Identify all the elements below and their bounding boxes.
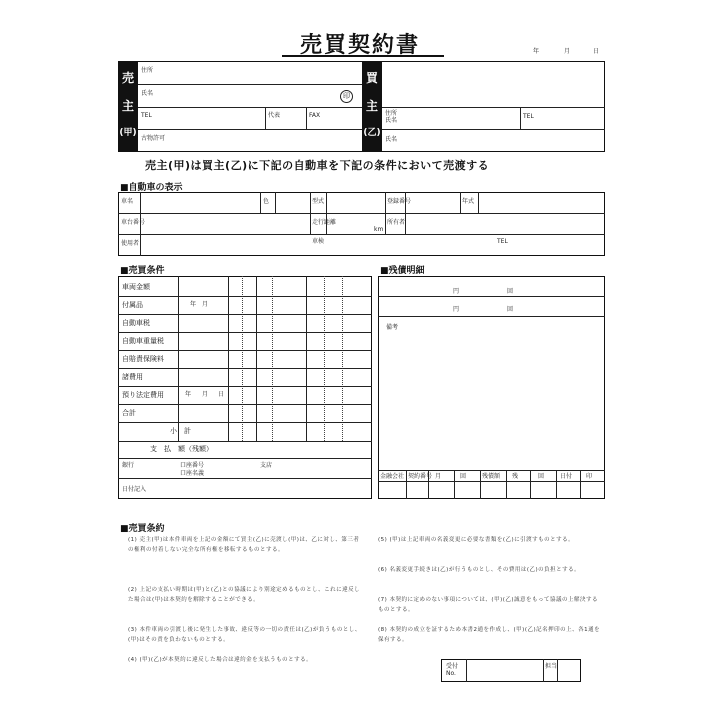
terms-total: 支 払 額（残額） [150, 445, 213, 453]
terms-row-4: 自賠責保険料 [122, 355, 164, 363]
rule [265, 107, 266, 129]
conditions-right-0: (5) (甲)は上記車両の名義変更に必要な書類を(乙)に引渡すものとする。 [378, 537, 575, 543]
rule [118, 386, 372, 387]
rule [478, 192, 479, 213]
terms-holder: 口座名義 [180, 470, 205, 477]
seller-name-label: 氏名 [141, 90, 154, 97]
balance-col-4: 残債額 [482, 473, 501, 480]
intro-sentence: 売主(甲)は買主(乙)に下記の自動車を下記の条件において売渡する [145, 159, 490, 172]
balance-col-3: 回 [460, 473, 467, 480]
rule [118, 441, 372, 442]
rule [326, 192, 327, 234]
vehicle-car-name-label: 車名 [121, 198, 134, 205]
rule [138, 84, 362, 85]
conditions-right-3: (8) 本契約の成立を証するため本書2通を作成し、(甲)(乙)記名押印の上、各1通を保有する。 [378, 627, 601, 643]
rule [118, 350, 372, 351]
terms-subtotal: 小 計 [170, 427, 191, 435]
stamp-seal-label: 担当 [545, 663, 558, 670]
rule [580, 470, 581, 499]
rule [306, 107, 307, 129]
balance-col-8: 印 [586, 473, 593, 480]
terms-row-5: 諸費用 [122, 373, 143, 381]
terms-branch: 支店 [260, 462, 273, 469]
rule [378, 296, 605, 297]
terms-account: 口座番号 [180, 462, 205, 469]
rule [378, 316, 605, 317]
rule [406, 470, 407, 499]
date-year: 年 [533, 48, 540, 55]
vehicle-color-label: 色 [263, 198, 270, 205]
stamp-box [441, 659, 581, 682]
buyer-block-1: 買 [365, 71, 378, 85]
rule [242, 276, 243, 441]
vehicle-km-label: km [374, 226, 384, 233]
terms-row-7: 合計 [122, 409, 136, 417]
seller-fax-label: FAX [309, 112, 321, 119]
conditions-left-0: (1) 売主(甲)は本件車両を上記の金額にて買主(乙)に売渡し(甲)は、乙に対し、第三者の権利の付着しない完全な所有権を移転するものとする。 [128, 537, 360, 553]
rule [454, 470, 455, 499]
date-day: 日 [593, 48, 600, 55]
rule [256, 276, 257, 441]
balance-col-5: 残 [512, 473, 519, 480]
terms-date-month: 月 [202, 391, 209, 398]
terms-row-1: 付属品 [122, 301, 143, 309]
rule [506, 470, 507, 499]
balance-remarks: 備考 [386, 324, 399, 331]
rule [382, 107, 605, 108]
seller-rep-label: 代表 [268, 112, 281, 119]
seller-block-3: (甲) [119, 128, 137, 138]
rule [260, 192, 261, 213]
rule [228, 276, 229, 441]
vehicle-owner-label: 所有者 [387, 219, 406, 226]
rule [118, 458, 372, 459]
vehicle-chassis-label: 車台番号 [121, 219, 146, 226]
rule [275, 192, 276, 213]
balance-row1-times: 回 [507, 288, 514, 295]
balance-col-0: 金融会社 [380, 473, 405, 480]
rule [378, 481, 605, 482]
rule [118, 213, 605, 214]
rule [272, 276, 273, 441]
rule [466, 659, 467, 682]
seller-seal: 印 [340, 90, 353, 103]
rule [118, 368, 372, 369]
vehicle-box [118, 192, 605, 256]
rule [118, 404, 372, 405]
balance-row2-unit: 円 [453, 306, 460, 313]
buyer-block [362, 61, 382, 152]
rule [118, 296, 372, 297]
buyer-block-3: (乙) [363, 128, 381, 138]
seller-license-label: 古物許可 [141, 135, 166, 142]
conditions-right-2: (7) 本契約に定めのない事項については、(甲)(乙)誠意をもって協議の上解決するものとする。 [378, 597, 599, 613]
rule [382, 129, 605, 130]
terms-year-suffix: 年 月 [190, 301, 209, 308]
conditions-left-2: (3) 本件車両の引渡し後に発生した事故、違反等の一切の責任は(乙)が負うものとし、(甲)はその責を負わないものとする。 [128, 627, 361, 643]
rule [118, 314, 372, 315]
terms-heading: ■売買条件 [120, 266, 165, 276]
vehicle-model-label: 型式 [312, 198, 325, 205]
rule [556, 470, 557, 499]
balance-col-1: 契約番号 [408, 473, 433, 480]
rule [118, 478, 372, 479]
terms-note: 日付記入 [122, 486, 147, 493]
vehicle-user-label: 使用者 [121, 240, 140, 247]
rule [118, 234, 605, 235]
terms-row-0: 車両金額 [122, 283, 150, 291]
title-underline [282, 55, 444, 57]
rule [118, 422, 372, 423]
rule [310, 192, 311, 234]
rule [378, 470, 605, 471]
terms-date-day: 日 [218, 391, 225, 398]
seller-block [118, 61, 138, 152]
rule [306, 276, 307, 441]
vehicle-tel-label: TEL [497, 238, 508, 245]
buyer-address-label: 住所 氏名 [385, 110, 398, 124]
seller-address-label: 住所 [141, 67, 154, 74]
seller-block-1: 売 [121, 71, 134, 85]
terms-box [118, 276, 372, 499]
rule [480, 470, 481, 499]
rule [138, 129, 362, 130]
terms-date-year: 年 [185, 391, 192, 398]
vehicle-mileage-label: 走行距離 [312, 219, 337, 226]
conditions-left-1: (2) 上記の支払い時期は(甲)と(乙)との協議により別途定めるものとし、これに違反した場合は(甲)は本契約を解除することができる。 [128, 587, 361, 603]
buyer-tel-label: TEL [523, 113, 534, 120]
rule [530, 470, 531, 499]
rule [520, 107, 521, 129]
balance-row2-times: 回 [507, 306, 514, 313]
date-month: 月 [564, 48, 571, 55]
balance-col-7: 日付 [560, 473, 573, 480]
vehicle-heading: ■自動車の表示 [120, 183, 183, 193]
rule [178, 276, 179, 441]
balance-box [378, 276, 605, 499]
terms-row-6: 預り法定費用 [122, 391, 164, 399]
buyer-block-2: 主 [365, 99, 378, 113]
buyer-name-label: 氏名 [385, 136, 398, 143]
rule [138, 107, 362, 108]
rule [324, 276, 325, 441]
balance-col-2: 月 [435, 473, 442, 480]
balance-col-6: 回 [538, 473, 545, 480]
conditions-heading: ■売買条約 [120, 524, 165, 534]
conditions-left-3: (4) (甲)(乙)が本契約に違反した場合は違約金を支払うものとする。 [128, 657, 313, 663]
seller-tel-label: TEL [141, 112, 152, 119]
seller-block-2: 主 [121, 99, 134, 113]
rule [543, 659, 544, 682]
balance-row1-unit: 円 [453, 288, 460, 295]
stamp-label: 受付 No. [446, 663, 459, 677]
terms-bank: 銀行 [122, 462, 135, 469]
terms-row-3: 自動車重量税 [122, 337, 164, 345]
rule [118, 332, 372, 333]
rule [460, 192, 461, 213]
conditions-right-1: (6) 名義変更手続きは(乙)が行うものとし、その費用は(乙)の負担とする。 [378, 567, 581, 573]
terms-row-2: 自動車税 [122, 319, 150, 327]
vehicle-reg-label: 登録番号 [387, 198, 412, 205]
rule [385, 192, 386, 234]
page-title: 売買契約書 [300, 33, 421, 58]
rule [342, 276, 343, 441]
balance-heading: ■残債明細 [380, 266, 425, 276]
vehicle-inspection-label: 車検 [312, 238, 325, 245]
rule [557, 659, 558, 682]
vehicle-year-label: 年式 [462, 198, 475, 205]
